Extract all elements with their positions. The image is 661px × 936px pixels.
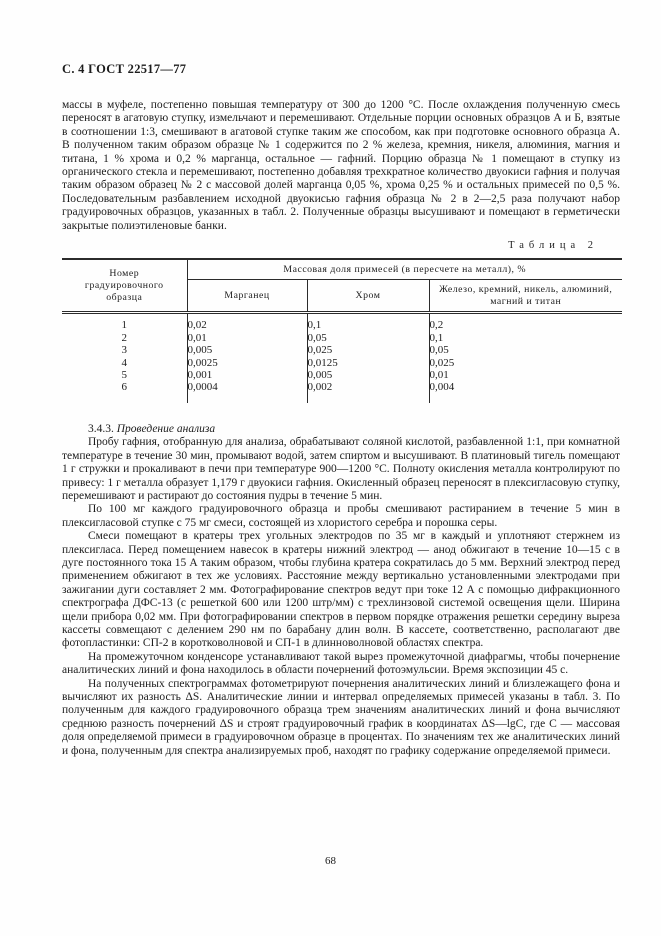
running-header: С. 4 ГОСТ 22517—77 [62, 62, 187, 76]
cell-chromium: 0,002 [307, 381, 429, 402]
cell-sample-number: 5 [62, 369, 187, 381]
calibration-samples-table [62, 258, 622, 403]
cell-sample-number: 6 [62, 381, 187, 402]
column-header-other-elements: Железо, кремний, никель, алюминий, магний и титан [429, 279, 622, 313]
paragraph: На полученных спектрограммах фотометрируют почернения аналитических линий и близлежащего фона и вычисляют их разность ΔS. Аналитические линии и интервал определяемых примесей указаны в табл. 3. По полученным для каждого градуировочного образца трем значениям аналитических линий и фона вычисляют среднюю разность почернений ΔS и строят градуировочный график в координатах ΔS—lgC, где С — массовая доля определяемой примеси в градуировочном образце в процентах. По значениям тех же аналитических линий и фона, полученным для спектра анализируемых проб, находят по графику содержание определяемой примеси. [62, 677, 620, 757]
column-group-header-mass-fraction: Массовая доля примесей (в пересчете на металл), % [187, 259, 622, 279]
cell-manganese: 0,001 [187, 369, 307, 381]
paragraph: Смеси помещают в кратеры трех угольных электродов по 35 мг в каждый и уплотняют стержнем из плексигласа. Перед помещением навесок в кратеры нижний электрод — анод обжигают в течение 10—15 с в дуге постоянного тока 15 А таким образом, чтобы глубина кратера сократилась до 5 мм. Верхний электрод перед применением обжигают в тех же условиях. Расстояние между вертикально установленными электродами при зажигании дуги составляет 2 мм. Фотографирование спектров ведут при токе 12 А с помощью дифракционного спектрографа ДФС-13 (с решеткой 600 или 1200 штр/мм) с трехлинзовой системой освещения щели. Ширина щели прибора 0,02 мм. При фотографировании спектров в первом порядке отражения решетки середину выреза кассеты совмещают с делением 290 нм по барабану длин волн. В кассете, соответственно, располагают две фотопластинки: СП-2 в коротковолновой и СП-1 в длинноволновой областях спектра. [62, 530, 620, 650]
cell-chromium: 0,05 [307, 332, 429, 344]
page-content [62, 62, 620, 758]
section-title: Проведение анализа [116, 422, 216, 435]
page-number: 68 [325, 855, 336, 867]
cell-chromium: 0,005 [307, 369, 429, 381]
cell-other-elements: 0,1 [429, 331, 444, 344]
table-body [62, 313, 622, 403]
cell-sample-number: 2 [62, 332, 187, 344]
table-row [62, 381, 622, 402]
table-header [62, 259, 622, 313]
cell-sample-number: 4 [62, 357, 187, 369]
column-header-chromium: Хром [307, 279, 429, 313]
table-row [62, 357, 622, 369]
cell-chromium: 0,025 [307, 344, 429, 356]
paragraph: Пробу гафния, отобранную для анализа, обрабатывают соляной кислотой, разбавленной 1:1, при комнатной температуре в течение 30 мин, промывают водой, затем спиртом и высушивают. В платиновый тигель помещают 1 г стружки и прокаливают в печи при температуре 900—1200 °С. Полноту окисления металла контролируют по привесу: 1 г металла образует 1,179 г двуокиси гафния. Окисленный образец переносят в плексигласовую ступку, перемешивают и растирают до состояния пудры в течение 5 мин. [62, 436, 620, 502]
cell-manganese: 0,02 [187, 313, 307, 332]
cell-chromium: 0,1 [307, 313, 429, 332]
table-row [62, 332, 622, 344]
section-number: 3.4.3. [88, 422, 114, 435]
cell-chromium: 0,0125 [307, 357, 429, 369]
intro-paragraph: массы в муфеле, постепенно повышая температуру от 300 до 1200 °С. После охлаждения полученную смесь переносят в агатовую ступку, измельчают и перемешивают. Отдельные порции основных образцов А и Б, взятые в соотношении 1:3, смешивают в агатовой ступке таким же способом, как при подготовке основного образца А. В полученном таким образом образце № 1 содержится по 2 % железа, кремния, никеля, алюминия, магния и титана, 1 % хрома и 0,2 % марганца, остальное — гафний. Порцию образца № 1 помещают в ступку из органического стекла и перемешивают, постепенно добавляя трехкратное количество двуокиси гафния и получая таким образом образец № 2 с массовой долей марганца 0,05 %, хрома 0,25 % и остальных примесей по 0,5 %. Последовательным разбавлением исходной двуокисью гафния образца № 2 в 2—2,5 раза получают набор градуировочных образцов, указанных в табл. 2. Полученные образцы высушивают и помещают в герметически закрытые полиэтиленовые банки. [62, 99, 620, 232]
cell-manganese: 0,0004 [187, 381, 307, 402]
cell-sample-number: 1 [62, 313, 187, 332]
table-row [62, 344, 622, 356]
cell-other-elements: 0,05 [429, 344, 449, 357]
cell-sample-number: 3 [62, 344, 187, 356]
cell-manganese: 0,005 [187, 344, 307, 356]
cell-other-elements: 0,025 [429, 356, 455, 369]
cell-manganese: 0,0025 [187, 357, 307, 369]
cell-other-elements: 0,01 [429, 369, 449, 382]
cell-manganese: 0,01 [187, 332, 307, 344]
column-header-manganese: Марганец [187, 279, 307, 313]
paragraph: На промежуточном конденсоре устанавливают такой вырез промежуточной диафрагмы, чтобы почернение аналитических линий и фона находилось в области почернений фотоэмульсии. Время экспозиции 45 с. [62, 650, 620, 677]
table-row [62, 313, 622, 332]
table-caption: Таблица 2 [508, 240, 598, 252]
cell-other-elements: 0,2 [429, 319, 444, 332]
cell-other-elements: 0,004 [429, 381, 455, 394]
table-row [62, 369, 622, 381]
paragraph: По 100 мг каждого градуировочного образца и пробы смешивают растиранием в течение 5 мин в плексигласовой ступке с 75 мг смеси, состоящей из хлористого серебра и порошка серы. [62, 503, 620, 529]
section-heading-3-4-3 [62, 423, 620, 436]
column-header-sample-number: Номер градуировочного образца [62, 259, 187, 313]
